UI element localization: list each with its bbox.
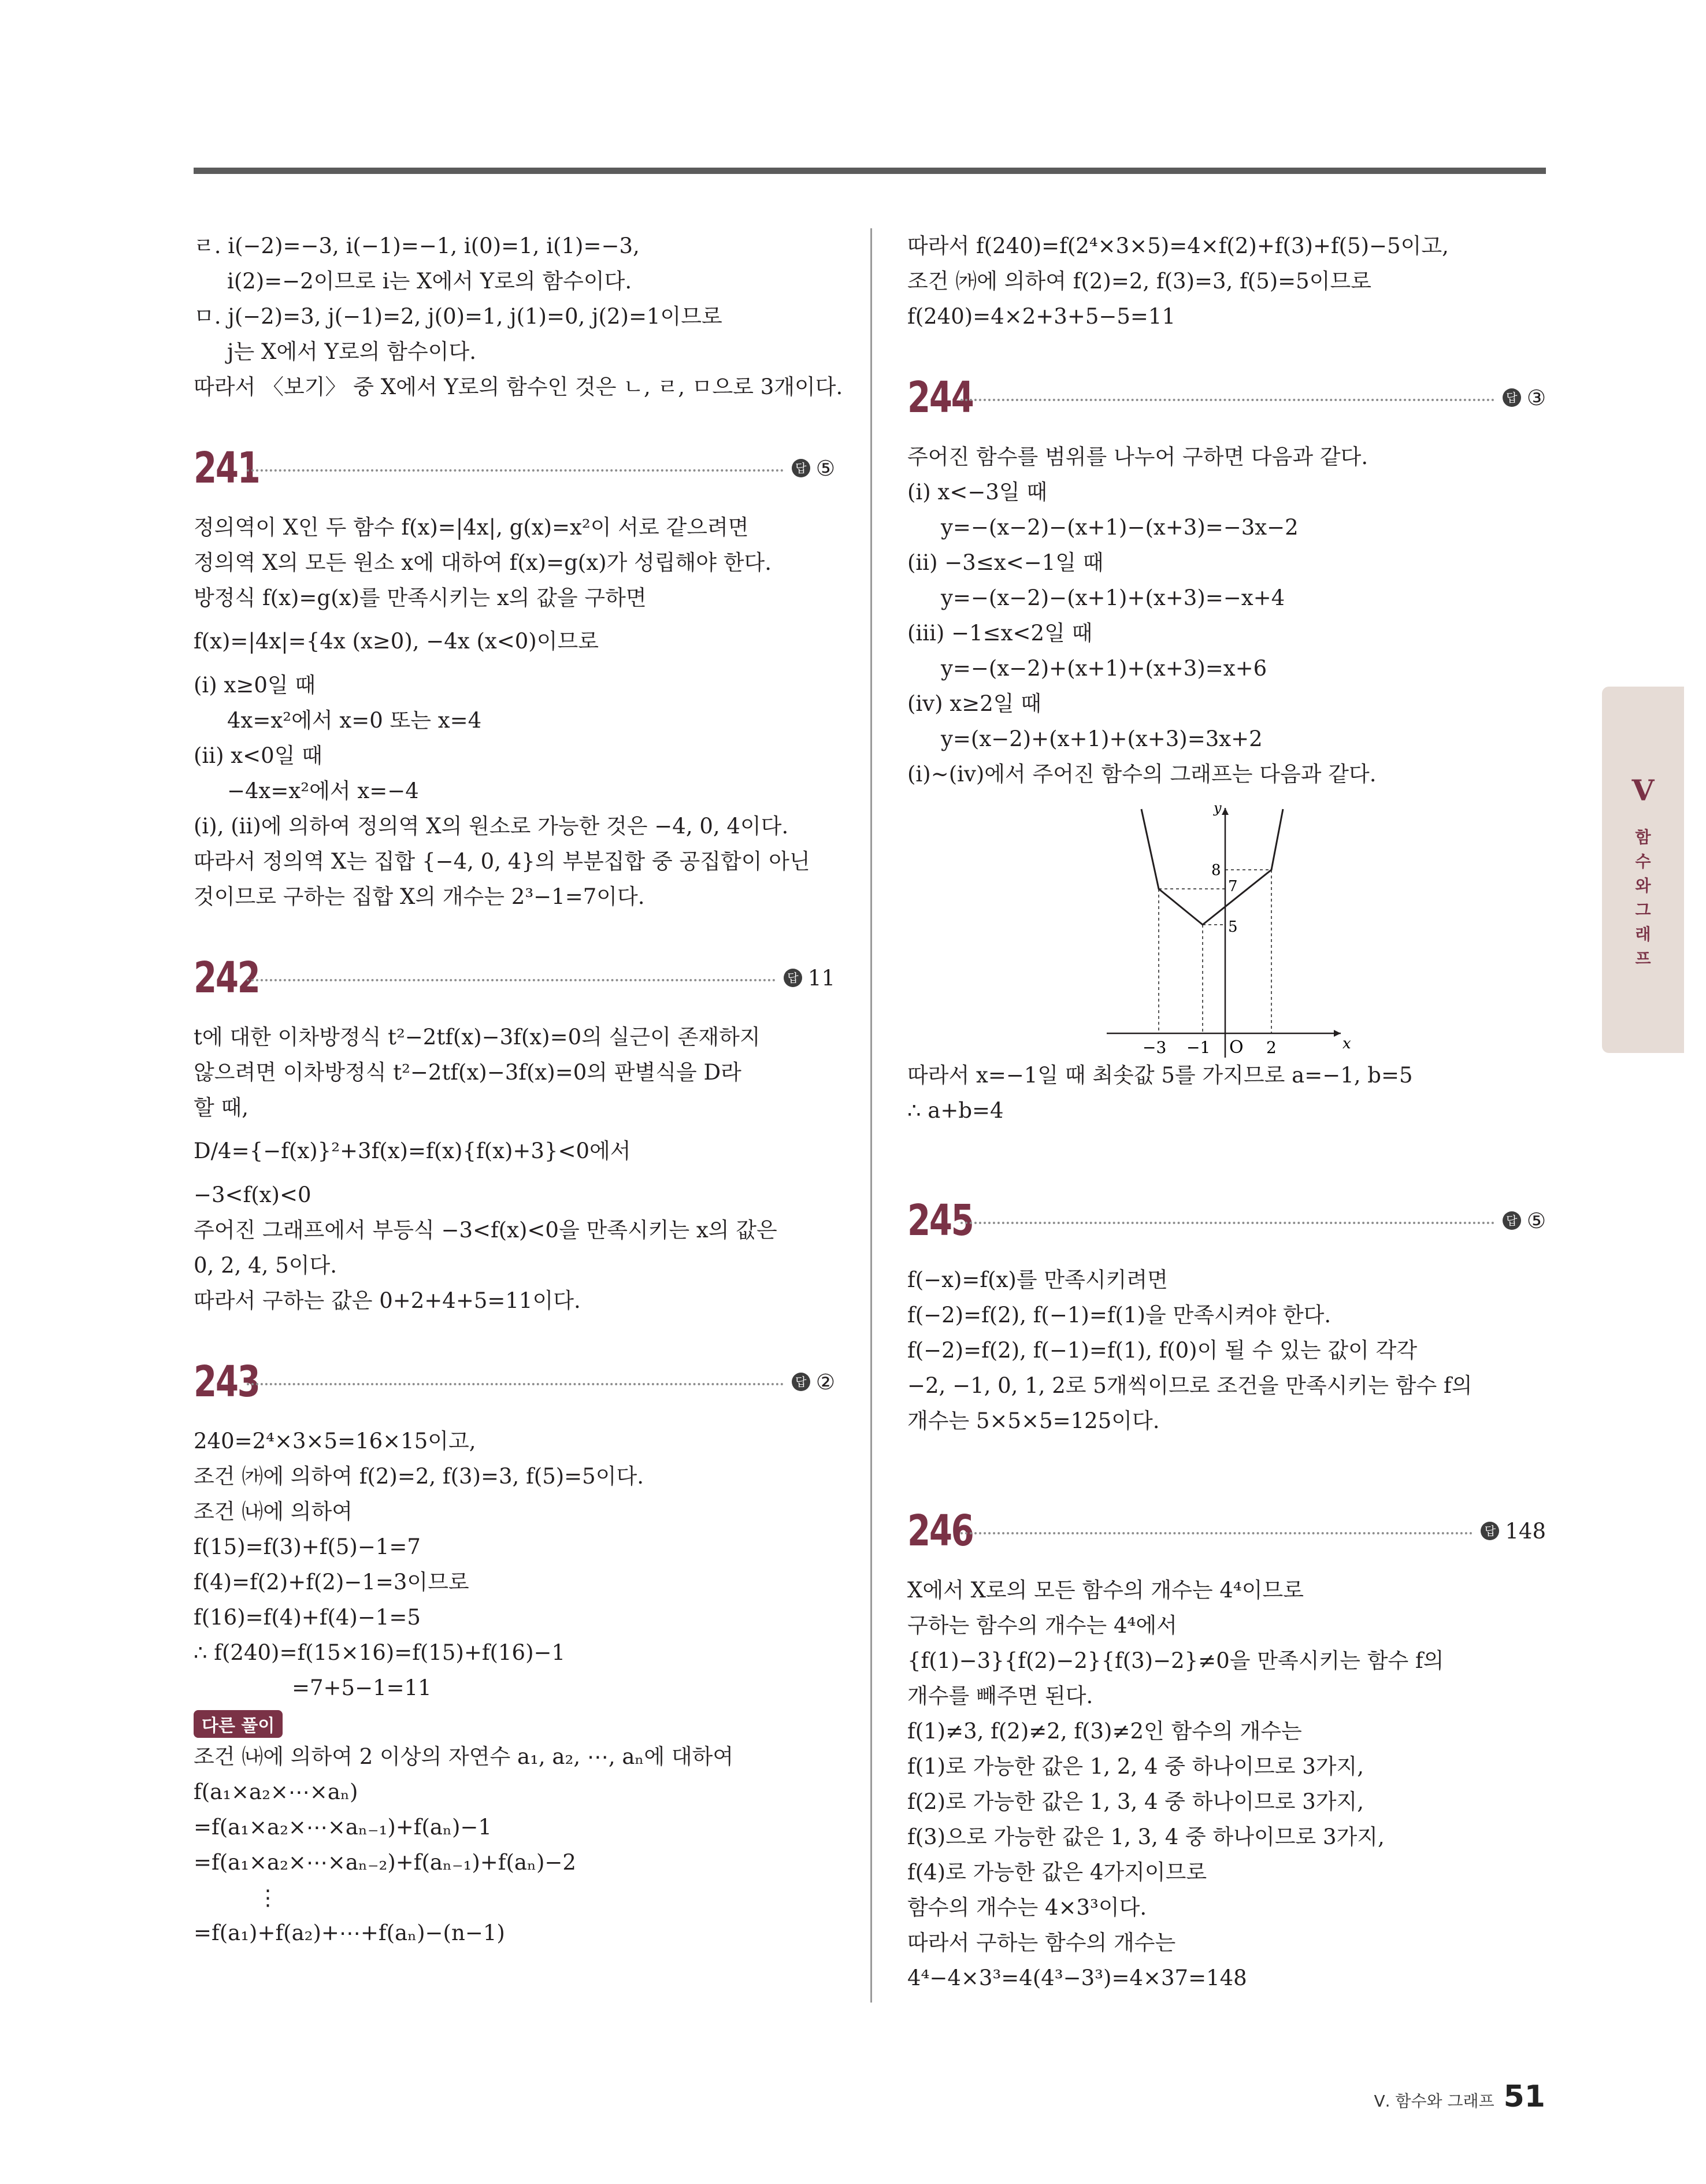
problem-245-header [907,1192,1546,1249]
answer [792,1370,835,1395]
text-line: =f(a₁)+f(a₂)+⋯+f(aₙ)−(n−1) [194,1920,505,1945]
problem-number: 242 [194,953,259,1003]
text-line: =7+5−1=11 [292,1675,432,1700]
text-line: f(−2)=f(2), f(−1)=f(1), f(0)이 될 수 있는 값이 각각 [907,1338,1418,1363]
text-line: 따라서 f(240)=f(2⁴×3×5)=4×f(2)+f(3)+f(5)−5이고, [907,233,1449,258]
problem-number: 241 [194,443,259,493]
text-line: 0, 2, 4, 5이다. [194,1253,337,1278]
text-line: X에서 X로의 모든 함수의 개수는 4⁴이므로 [907,1578,1304,1603]
text-line: 것이므로 구하는 집합 X의 개수는 2³−1=7이다. [194,884,645,909]
text-line: 조건 ㈎에 의하여 f(2)=2, f(3)=3, f(5)=5이므로 [907,269,1371,294]
text-line: 조건 ㈏에 의하여 2 이상의 자연수 a₁, a₂, ⋯, aₙ에 대하여 [194,1744,734,1769]
text-line: 주어진 그래프에서 부등식 −3<f(x)<0을 만족시키는 x의 값은 [194,1218,777,1243]
text-line: 따라서 정의역 X는 집합 {−4, 0, 4}의 부분집합 중 공집합이 아닌 [194,849,810,874]
text-line: 따라서 구하는 함수의 개수는 [907,1930,1176,1955]
text-line: 240=2⁴×3×5=16×15이고, [194,1429,476,1453]
text-line: =f(a₁×a₂×⋯×aₙ₋₁)+f(aₙ)−1 [194,1815,492,1840]
answer [1503,1208,1546,1233]
answer [784,966,835,991]
chapter-roman-numeral: V [1631,773,1655,807]
text-line: 구하는 함수의 개수는 4⁴에서 [907,1613,1177,1638]
text-line: ㄹ. i(−2)=−3, i(−1)=−1, i(0)=1, i(1)=−3, [194,233,640,258]
y-tick-label: 7 [1228,878,1238,895]
title-char: 래 [1635,925,1651,944]
header-rule [194,168,1546,174]
text-line: 조건 ㈎에 의하여 f(2)=2, f(3)=3, f(5)=5이다. [194,1464,644,1489]
answer-value: ③ [1526,385,1546,410]
page-number: 51 [1503,2079,1545,2114]
answer-value: 11 [807,965,835,991]
text-line: ∴ f(240)=f(15×16)=f(15)+f(16)−1 [194,1640,566,1665]
problem-241-header [194,439,835,497]
text-line: y=−(x−2)+(x+1)+(x+3)=x+6 [941,656,1267,681]
answer-icon: 답 [1481,1522,1499,1540]
chapter-side-tab [1602,687,1684,1053]
text-line: (ⅰ) x≥0일 때 [194,673,316,698]
y-axis-label: y [1214,800,1222,816]
origin-label: O [1229,1037,1244,1058]
title-char: 그 [1635,900,1651,919]
text-line: −2, −1, 0, 1, 2로 5개씩이므로 조건을 만족시키는 함수 f의 [907,1373,1473,1398]
leader-dots [247,979,776,981]
text-line: 4⁴−4×3³=4(4³−3³)=4×37=148 [907,1966,1247,1990]
title-char: 함 [1635,828,1651,847]
text-line: f(4)로 가능한 값은 4가지이므로 [907,1860,1207,1885]
answer-icon: 답 [792,1373,810,1391]
answer-icon: 답 [1503,388,1521,407]
leader-dots [247,469,784,472]
left-column [194,228,843,1951]
x-tick-label: −1 [1186,1038,1211,1057]
text-line: −4x=x²에서 x=−4 [227,778,419,803]
answer-value: ② [815,1369,835,1395]
text-line: f(240)=4×2+3+5−5=11 [907,304,1175,329]
text-line: f(x)=|4x|={4x (x≥0), −4x (x<0)이므로 [194,629,599,654]
text-line: 따라서 〈보기〉 중 X에서 Y로의 함수인 것은 ㄴ, ㄹ, ㅁ으로 3개이다. [194,374,843,399]
problem-242-header [194,949,835,1007]
text-line: t에 대한 이차방정식 t²−2tf(x)−3f(x)=0의 실근이 존재하지 [194,1025,761,1050]
text-line: f(1)≠3, f(2)≠2, f(3)≠2인 함수의 개수는 [907,1719,1302,1744]
text-line: f(2)로 가능한 값은 1, 3, 4 중 하나이므로 3가지, [907,1789,1364,1814]
text-line: i(2)=−2이므로 i는 X에서 Y로의 함수이다. [227,269,632,294]
text-line: 할 때, [194,1095,249,1120]
y-tick-label: 5 [1228,918,1238,936]
text-line: y=(x−2)+(x+1)+(x+3)=3x+2 [941,726,1263,751]
text-line: −3<f(x)<0 [194,1182,311,1207]
text-line: 개수를 빼주면 된다. [907,1684,1093,1708]
text-line: 주어진 함수를 범위를 나누어 구하면 다음과 같다. [907,444,1368,469]
text-line: =f(a₁×a₂×⋯×aₙ₋₂)+f(aₙ₋₁)+f(aₙ)−2 [194,1850,576,1875]
answer-value: ⑤ [1526,1208,1546,1233]
answer-value: ⑤ [815,455,835,481]
text-line: (ⅰ), (ⅱ)에 의하여 정의역 X의 원소로 가능한 것은 −4, 0, 4이다. [194,814,789,839]
text-line: (ⅳ) x≥2일 때 [907,691,1042,716]
chapter-vertical-title [1602,825,1684,971]
text-line: (ⅰ)~(ⅳ)에서 주어진 함수의 그래프는 다음과 같다. [907,762,1377,787]
problem-244-header [907,369,1546,427]
text-line: D/4={−f(x)}²+3f(x)=f(x){f(x)+3}<0에서 [194,1139,631,1163]
title-char: 수 [1635,852,1651,871]
text-line: f(−2)=f(2), f(−1)=f(1)을 만족시켜야 한다. [907,1303,1332,1328]
answer [1481,1519,1546,1544]
text-line: f(4)=f(2)+f(2)−1=3이므로 [194,1570,469,1595]
page-footer [1374,2079,1545,2114]
right-column [907,228,1546,1996]
text-line: 따라서 구하는 값은 0+2+4+5=11이다. [194,1288,581,1313]
answer-icon: 답 [1503,1211,1521,1230]
text-line: f(−x)=f(x)를 만족시키려면 [907,1267,1168,1292]
text-line: (ⅱ) x<0일 때 [194,743,322,768]
text-line: j는 X에서 Y로의 함수이다. [227,339,476,364]
text-line: 개수는 5×5×5=125이다. [907,1408,1160,1433]
function-graph [907,792,1546,1058]
footer-chapter: Ⅴ. 함수와 그래프 [1374,2092,1494,2111]
text-line: f(1)로 가능한 값은 1, 2, 4 중 하나이므로 3가지, [907,1754,1364,1779]
answer-icon: 답 [792,459,810,477]
text-line: (ⅰ) x<−3일 때 [907,480,1048,505]
text-line: (ⅱ) −3≤x<−1일 때 [907,550,1104,575]
text-line: 방정식 f(x)=g(x)를 만족시키는 x의 값을 구하면 [194,585,647,610]
problem-number: 243 [194,1357,259,1407]
text-line: 않으려면 이차방정식 t²−2tf(x)−3f(x)=0의 판별식을 D라 [194,1060,741,1085]
title-char: 프 [1635,949,1651,968]
text-line: (ⅲ) −1≤x<2일 때 [907,621,1093,646]
text-line: ⋮ [257,1885,279,1910]
alt-solution-badge: 다른 풀이 [194,1710,283,1738]
x-axis-label: x [1342,1035,1351,1052]
x-axis-arrow [1334,1030,1341,1037]
text-line: f(a₁×a₂×⋯×aₙ) [194,1779,358,1804]
problem-number: 246 [907,1506,973,1556]
problem-number: 245 [907,1196,973,1245]
leader-dots [960,1532,1473,1534]
text-line: ∴ a+b=4 [907,1098,1004,1123]
text-line: 함수의 개수는 4×3³이다. [907,1895,1147,1920]
text-line: 따라서 x=−1일 때 최솟값 5를 가지므로 a=−1, b=5 [907,1063,1413,1088]
answer-value: 148 [1505,1518,1546,1544]
graph-svg [1107,800,1351,1058]
text-line: f(15)=f(3)+f(5)−1=7 [194,1534,421,1559]
leader-dots [960,399,1494,401]
problem-number: 244 [907,373,973,422]
text-line: 정의역 X의 모든 원소 x에 대하여 f(x)=g(x)가 성립해야 한다. [194,550,772,575]
leader-dots [247,1383,784,1385]
y-axis-arrow [1222,808,1229,815]
text-line: 조건 ㈏에 의하여 [194,1499,353,1524]
title-char: 와 [1635,876,1651,895]
leader-dots [960,1222,1494,1224]
x-tick-label: 2 [1266,1038,1277,1057]
answer-icon: 답 [784,969,802,987]
text-line: f(16)=f(4)+f(4)−1=5 [194,1605,421,1630]
text-line: f(3)으로 가능한 값은 1, 3, 4 중 하나이므로 3가지, [907,1825,1385,1849]
answer [792,456,835,481]
problem-243-header [194,1353,835,1411]
y-tick-label: 8 [1211,862,1221,879]
text-line: ㅁ. j(−2)=3, j(−1)=2, j(0)=1, j(1)=0, j(2)=1이므로 [194,304,722,329]
problem-246-header [907,1502,1546,1560]
column-divider [870,228,872,2003]
text-line: y=−(x−2)−(x+1)+(x+3)=−x+4 [941,585,1285,610]
text-line: 정의역이 X인 두 함수 f(x)=|4x|, g(x)=x²이 서로 같으려면 [194,515,749,540]
x-tick-label: −3 [1143,1038,1167,1057]
text-line: 4x=x²에서 x=0 또는 x=4 [227,708,482,733]
text-line: {f(1)−3}{f(2)−2}{f(3)−2}≠0을 만족시키는 함수 f의 [907,1648,1444,1673]
text-line: y=−(x−2)−(x+1)−(x+3)=−3x−2 [941,515,1299,540]
answer [1503,385,1546,410]
